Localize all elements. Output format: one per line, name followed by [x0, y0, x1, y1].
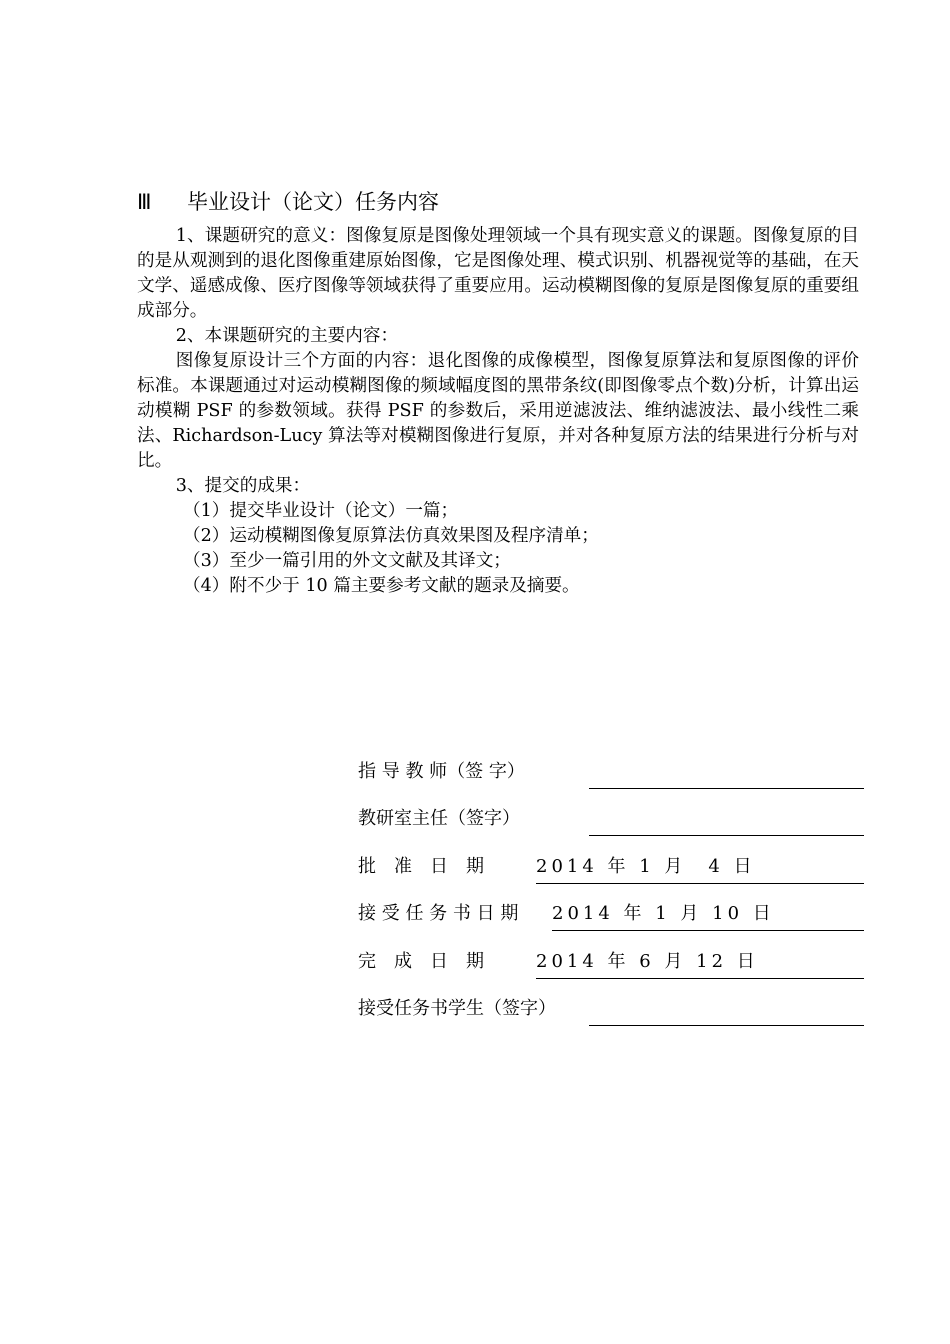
signature-row-director	[358, 802, 864, 836]
student-signature-label: 接受任务书学生（签字）	[358, 998, 556, 1019]
advisor-signature-label: 指 导 教 师（签 字）	[358, 761, 525, 782]
receive-date-line	[552, 930, 864, 931]
signature-row-student	[358, 992, 864, 1026]
approval-date-label: 批 准 日 期	[358, 856, 484, 877]
deliverable-item-1: （1）提交毕业设计（论文）一篇；	[183, 501, 459, 521]
complete-date-label: 完 成 日 期	[358, 951, 484, 972]
task-content	[137, 224, 859, 599]
paragraph-deliverables-heading: 3、提交的成果：	[175, 476, 311, 496]
paragraph-main-content-heading: 2、本课题研究的主要内容：	[175, 326, 399, 346]
advisor-signature-line	[589, 788, 864, 789]
signature-row-advisor	[358, 755, 864, 789]
section-title-text: 毕业设计（论文）任务内容	[187, 190, 439, 214]
receive-date-value: 2014 年 1 月 10 日	[552, 903, 775, 924]
student-signature-line	[589, 1025, 864, 1026]
director-signature-label: 教研室主任（签字）	[358, 808, 520, 829]
section-title	[137, 187, 439, 217]
deliverable-item-4: （4）附不少于 10 篇主要参考文献的题录及摘要。	[183, 576, 580, 596]
deliverable-item-2: （2）运动模糊图像复原算法仿真效果图及程序清单；	[183, 526, 599, 546]
paragraph-main-content: 图像复原设计三个方面的内容：退化图像的成像模型，图像复原算法和复原图像的评价标准。本课题通过对运动模糊图像的频域幅度图的黑带条纹(即图像零点个数)分析，计算出运动模糊 PSF 的参数领域。获得 PSF 的参数后，采用逆滤波法、维纳滤波法、最小线性二乘法、Richardson-Lucy 算法等对模糊图像进行复原，并对各种复原方法的结果进行分析与对比。	[137, 351, 859, 471]
deliverable-item-3: （3）至少一篇引用的外文文献及其译文；	[183, 551, 511, 571]
section-number: Ⅲ	[137, 190, 152, 214]
complete-date-line	[536, 978, 864, 979]
signature-row-approval-date	[358, 850, 864, 884]
signature-row-complete-date	[358, 945, 864, 979]
complete-date-value: 2014 年 6 月 12 日	[536, 951, 759, 972]
paragraph-significance: 1、课题研究的意义：图像复原是图像处理领域一个具有现实意义的课题。图像复原的目的是从观测到的退化图像重建原始图像，它是图像处理、模式识别、机器视觉等的基础，在天文学、遥感成像、医疗图像等领域获得了重要应用。运动模糊图像的复原是图像复原的重要组成部分。	[137, 226, 859, 321]
signature-row-receive-date	[358, 897, 864, 931]
approval-date-value: 2014 年 1 月 4 日	[536, 856, 756, 877]
receive-date-label: 接 受 任 务 书 日 期	[358, 903, 519, 924]
approval-date-line	[536, 883, 864, 884]
director-signature-line	[589, 835, 864, 836]
